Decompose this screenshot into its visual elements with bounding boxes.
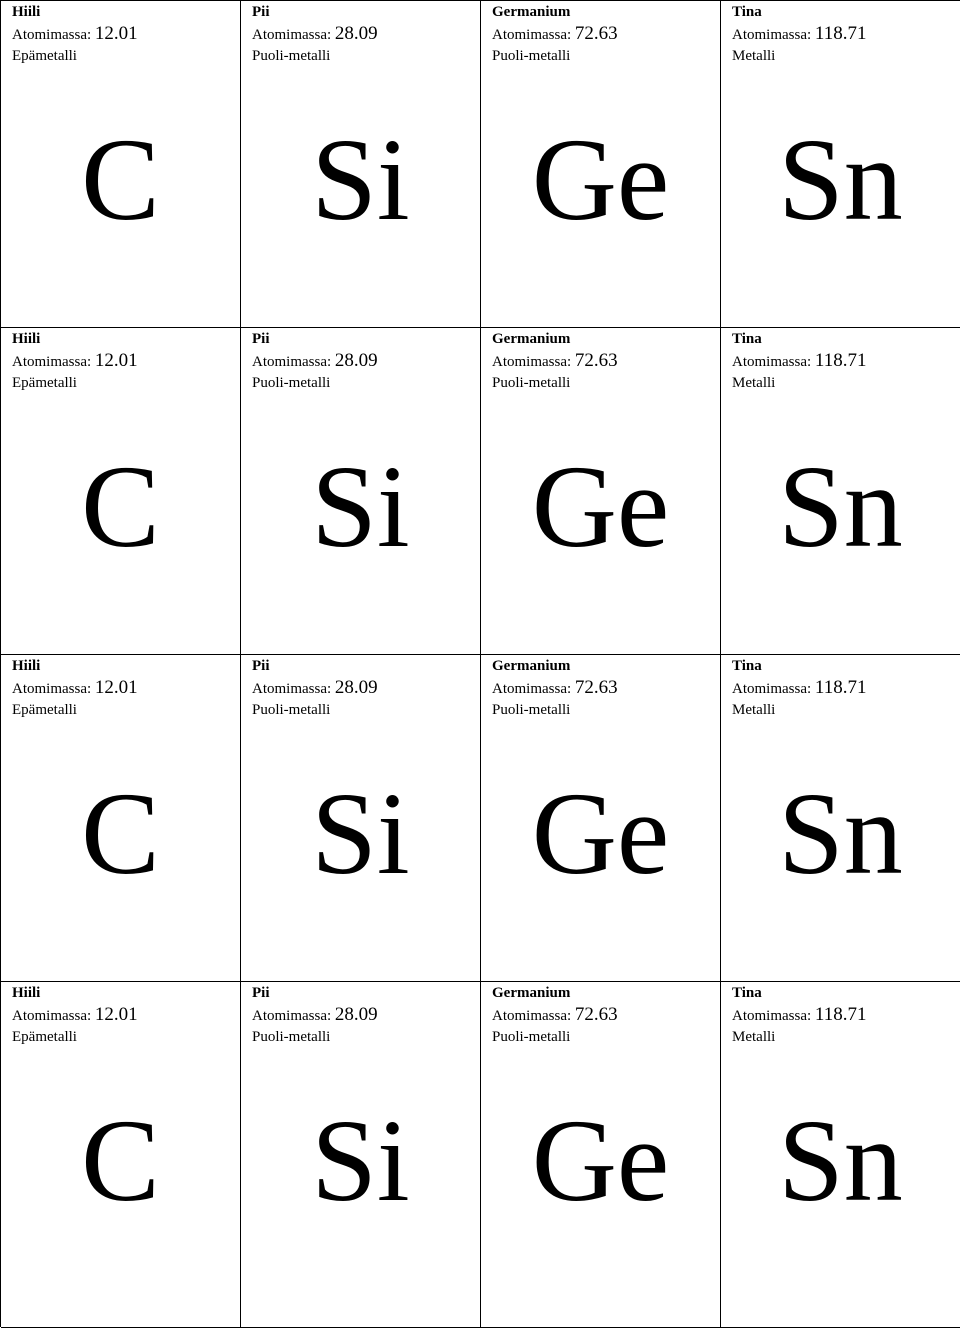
atomic-mass	[12, 24, 138, 45]
atomic-mass-label: Atomimassa:	[732, 354, 812, 370]
element-class: Puoli-metalli	[492, 1029, 571, 1045]
element-class: Epämetalli	[12, 702, 77, 718]
element-card	[241, 982, 481, 1328]
atomic-mass	[252, 351, 378, 372]
atomic-mass	[732, 1005, 866, 1026]
element-class: Epämetalli	[12, 48, 77, 64]
atomic-mass	[492, 24, 618, 45]
atomic-mass	[12, 678, 138, 699]
element-symbol: Sn	[778, 441, 903, 572]
element-class: Metalli	[732, 1029, 776, 1045]
atomic-mass-label: Atomimassa:	[732, 681, 812, 697]
element-card	[721, 655, 960, 982]
element-card	[721, 1, 960, 328]
element-class: Puoli-metalli	[252, 48, 331, 64]
element-name: Tina	[732, 985, 762, 1001]
element-card	[481, 328, 721, 655]
atomic-mass-value: 28.09	[334, 23, 378, 44]
element-class: Epämetalli	[12, 375, 77, 391]
element-card	[481, 1, 721, 328]
atomic-mass-value: 28.09	[334, 350, 378, 371]
element-card	[241, 1, 481, 328]
element-symbol: Sn	[778, 768, 903, 899]
element-name: Germanium	[492, 658, 571, 674]
atomic-mass-label: Atomimassa:	[492, 681, 572, 697]
element-class: Puoli-metalli	[492, 702, 571, 718]
element-card	[241, 655, 481, 982]
atomic-mass-label: Atomimassa:	[732, 1008, 812, 1024]
atomic-mass-value: 12.01	[94, 23, 138, 44]
element-card	[1, 982, 241, 1328]
atomic-mass-value: 118.71	[814, 677, 867, 698]
element-class: Puoli-metalli	[252, 375, 331, 391]
atomic-mass-label: Atomimassa:	[492, 1008, 572, 1024]
element-symbol: Ge	[531, 441, 670, 572]
element-card	[721, 982, 960, 1328]
element-name: Hiili	[12, 331, 41, 347]
element-symbol: C	[81, 1095, 160, 1226]
atomic-mass	[252, 1005, 378, 1026]
element-class: Epämetalli	[12, 1029, 77, 1045]
element-name: Pii	[252, 4, 270, 20]
element-name: Pii	[252, 985, 270, 1001]
atomic-mass	[492, 1005, 618, 1026]
element-symbol: Si	[311, 1095, 410, 1226]
element-symbol: Si	[311, 114, 410, 245]
atomic-mass-value: 72.63	[574, 1004, 618, 1025]
atomic-mass-label: Atomimassa:	[252, 354, 332, 370]
atomic-mass-label: Atomimassa:	[252, 681, 332, 697]
element-name: Pii	[252, 658, 270, 674]
element-name: Germanium	[492, 985, 571, 1001]
atomic-mass-value: 72.63	[574, 677, 618, 698]
element-name: Pii	[252, 331, 270, 347]
element-card	[1, 328, 241, 655]
atomic-mass	[492, 351, 618, 372]
element-card	[721, 328, 960, 655]
atomic-mass-label: Atomimassa:	[252, 27, 332, 43]
element-name: Tina	[732, 331, 762, 347]
element-class: Metalli	[732, 48, 776, 64]
atomic-mass-label: Atomimassa:	[252, 1008, 332, 1024]
element-symbol: Ge	[531, 1095, 670, 1226]
element-symbol: C	[81, 768, 160, 899]
element-name: Hiili	[12, 985, 41, 1001]
atomic-mass	[252, 678, 378, 699]
element-card	[1, 1, 241, 328]
atomic-mass-value: 12.01	[94, 350, 138, 371]
atomic-mass	[12, 351, 138, 372]
element-symbol: Ge	[531, 768, 670, 899]
atomic-mass-value: 118.71	[814, 350, 867, 371]
element-symbol: Si	[311, 441, 410, 572]
element-symbol: C	[81, 114, 160, 245]
atomic-mass	[252, 24, 378, 45]
element-name: Hiili	[12, 4, 41, 20]
element-class: Puoli-metalli	[492, 375, 571, 391]
element-symbol: C	[81, 441, 160, 572]
element-symbol: Ge	[531, 114, 670, 245]
atomic-mass-label: Atomimassa:	[492, 354, 572, 370]
atomic-mass-value: 12.01	[94, 1004, 138, 1025]
atomic-mass-label: Atomimassa:	[12, 354, 92, 370]
element-symbol: Sn	[778, 1095, 903, 1226]
element-name: Hiili	[12, 658, 41, 674]
atomic-mass-label: Atomimassa:	[12, 681, 92, 697]
atomic-mass-value: 118.71	[814, 23, 867, 44]
element-class: Puoli-metalli	[492, 48, 571, 64]
atomic-mass-value: 28.09	[334, 1004, 378, 1025]
atomic-mass-value: 28.09	[334, 677, 378, 698]
element-card	[481, 655, 721, 982]
atomic-mass-value: 12.01	[94, 677, 138, 698]
atomic-mass-label: Atomimassa:	[12, 1008, 92, 1024]
atomic-mass	[732, 678, 866, 699]
element-name: Germanium	[492, 4, 571, 20]
atomic-mass	[732, 24, 866, 45]
atomic-mass-value: 118.71	[814, 1004, 867, 1025]
atomic-mass-label: Atomimassa:	[492, 27, 572, 43]
element-card	[1, 655, 241, 982]
atomic-mass-label: Atomimassa:	[732, 27, 812, 43]
element-class: Metalli	[732, 375, 776, 391]
element-name: Germanium	[492, 331, 571, 347]
element-class: Puoli-metalli	[252, 1029, 331, 1045]
element-card	[241, 328, 481, 655]
atomic-mass	[492, 678, 618, 699]
atomic-mass-value: 72.63	[574, 23, 618, 44]
atomic-mass-label: Atomimassa:	[12, 27, 92, 43]
atomic-mass-value: 72.63	[574, 350, 618, 371]
element-symbol: Si	[311, 768, 410, 899]
element-name: Tina	[732, 4, 762, 20]
element-card	[481, 982, 721, 1328]
atomic-mass	[732, 351, 866, 372]
atomic-mass	[12, 1005, 138, 1026]
element-class: Puoli-metalli	[252, 702, 331, 718]
element-name: Tina	[732, 658, 762, 674]
element-symbol: Sn	[778, 114, 903, 245]
element-class: Metalli	[732, 702, 776, 718]
